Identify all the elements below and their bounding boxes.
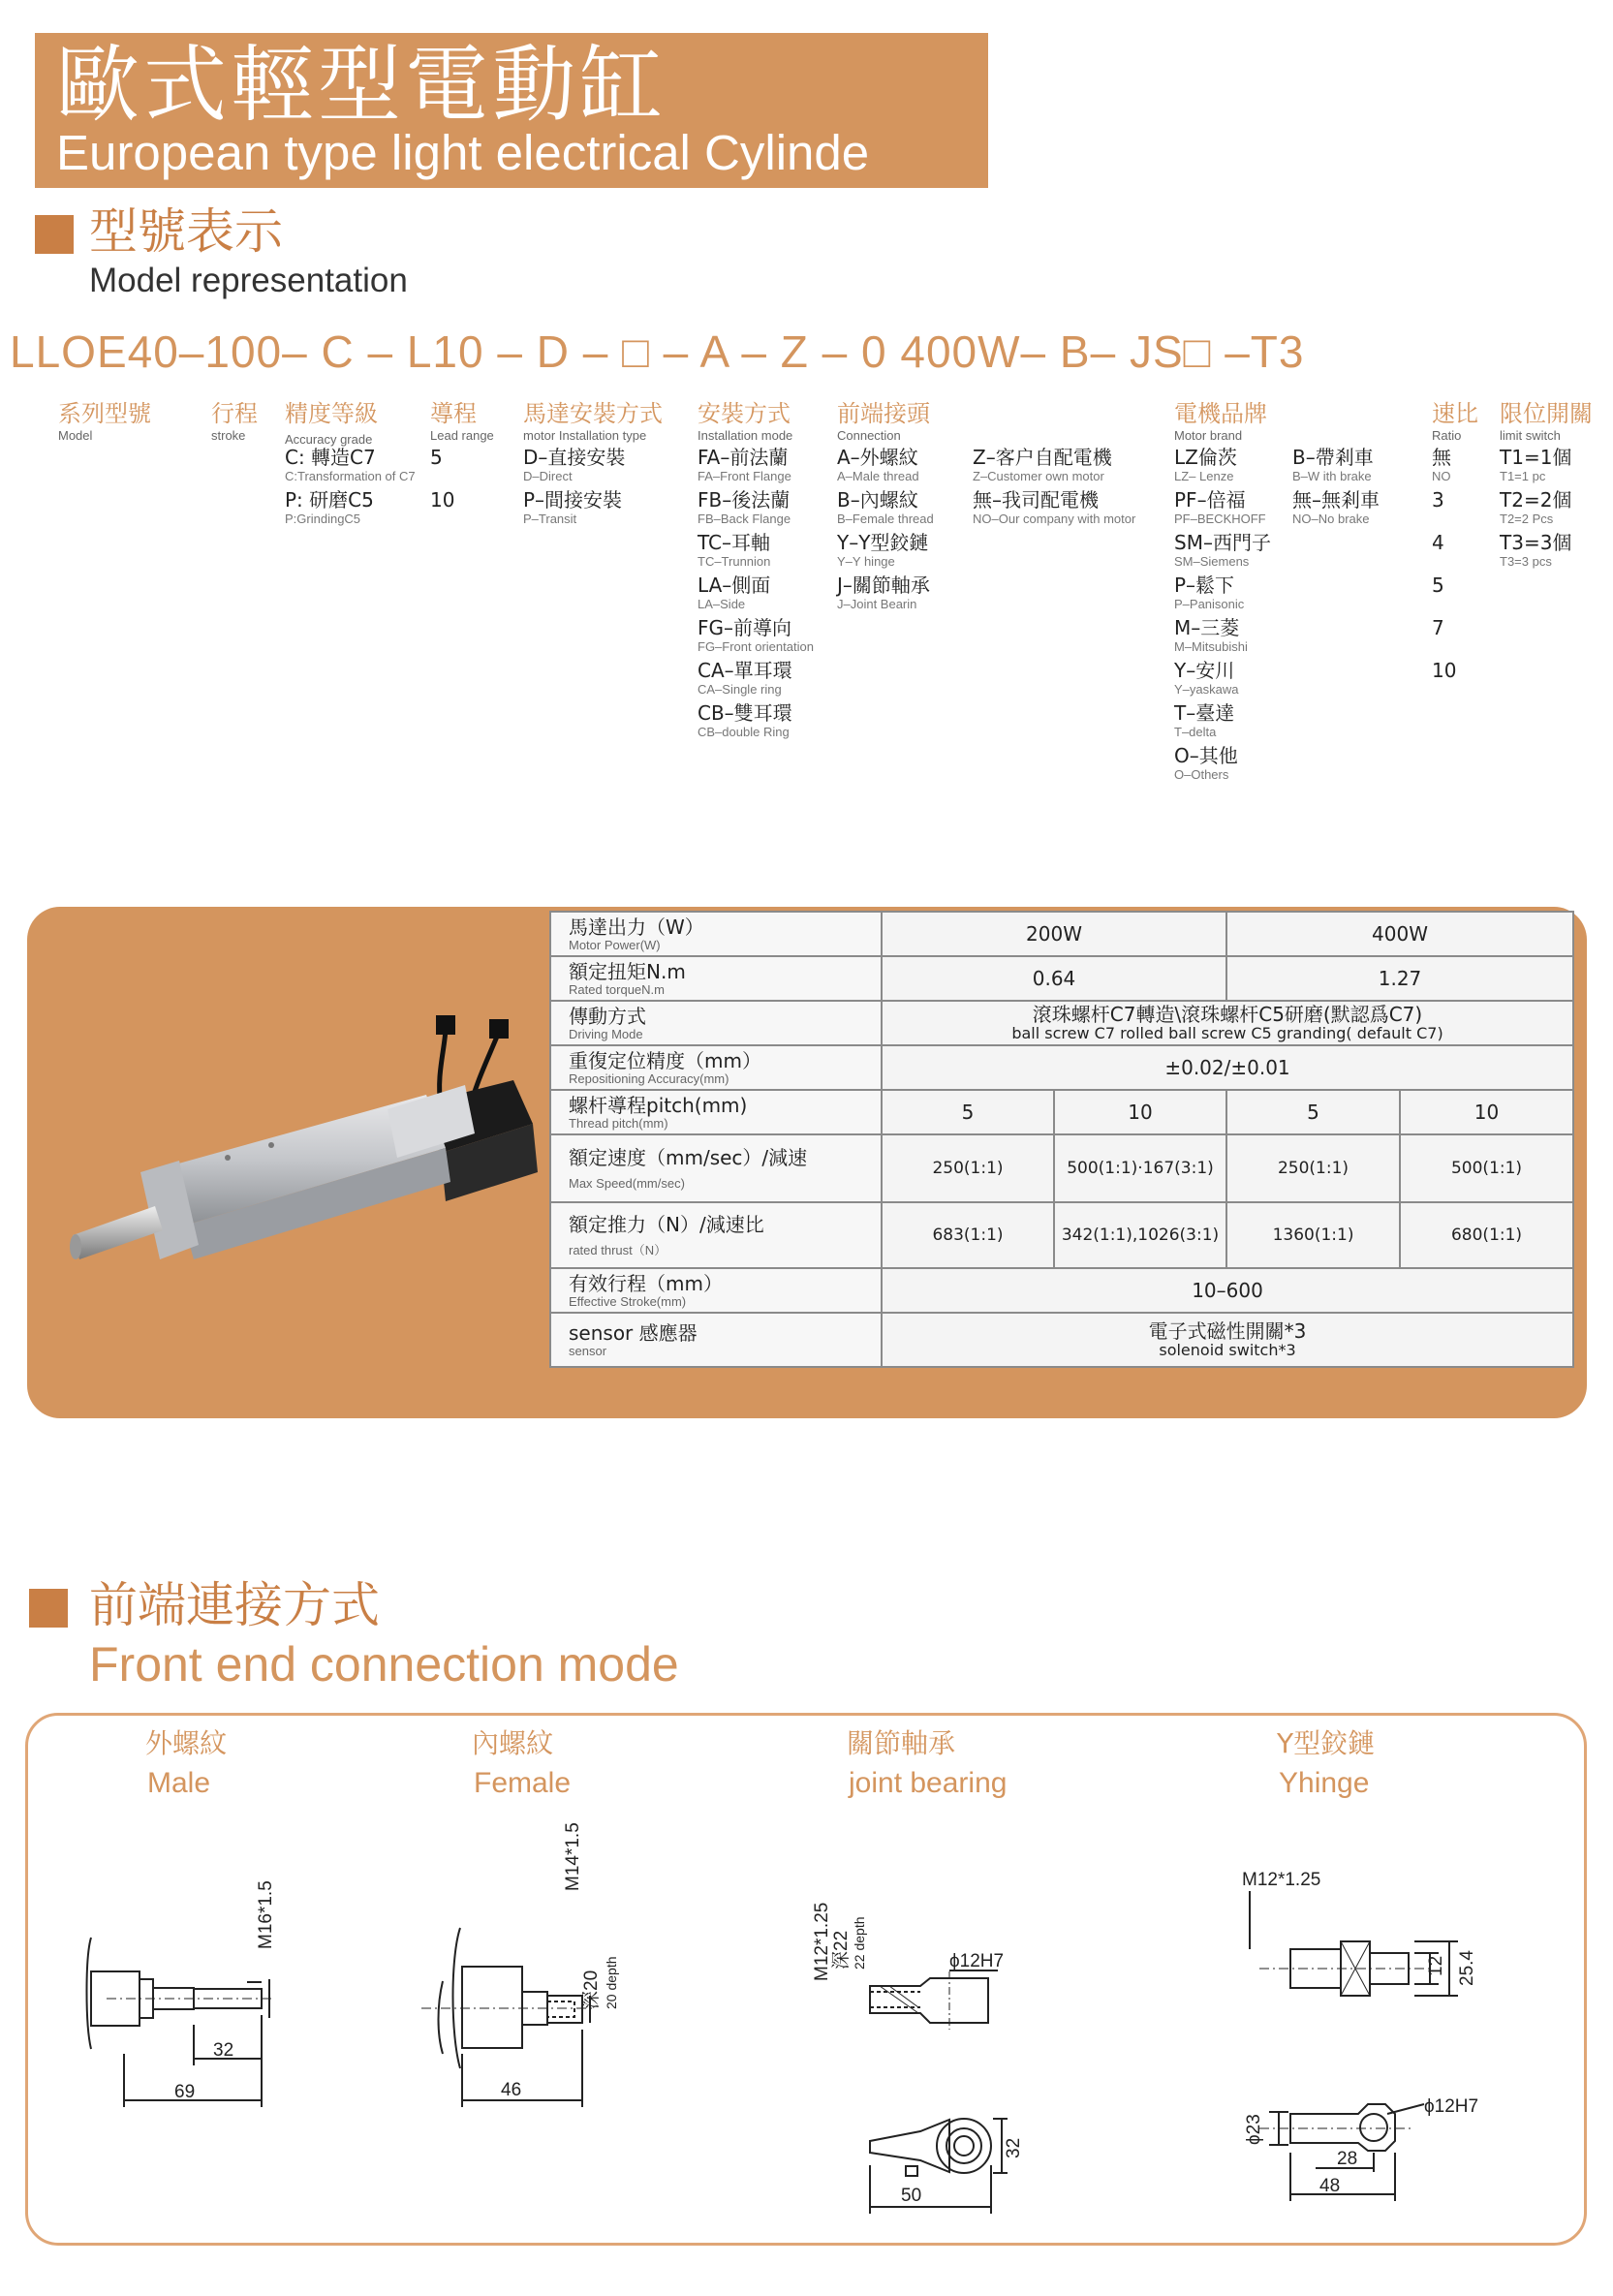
table-cell: 500(1:1) <box>1400 1134 1573 1202</box>
row-label: 馬達出力（W） Motor Power(W) <box>550 912 882 956</box>
option-item-en: LZ– Lenze <box>1174 469 1234 483</box>
conn-label-en: Male <box>147 1767 211 1799</box>
table-cell: 250(1:1) <box>882 1134 1054 1202</box>
table-cell: 5 <box>1226 1090 1400 1134</box>
option-item: FB–後法蘭 <box>698 488 791 512</box>
table-cell: 10 <box>1054 1090 1226 1134</box>
option-item-en: PF–BECKHOFF <box>1174 512 1266 526</box>
option-item-en: Z–Customer own motor <box>973 469 1104 483</box>
option-item-en: CA–Single ring <box>698 682 782 697</box>
option-item-en: M–Mitsubishi <box>1174 639 1248 654</box>
joint-bearing-drawing <box>804 1870 1027 2218</box>
option-item-en: CB–double Ring <box>698 725 790 739</box>
option-item-en: T2=2 Pcs <box>1500 512 1554 526</box>
svg-text:深20: 深20 <box>581 1970 602 2009</box>
column-heading-en: Lead range <box>430 428 494 443</box>
svg-text:ϕ12H7: ϕ12H7 <box>1424 2096 1479 2117</box>
option-item: 7 <box>1432 616 1444 639</box>
option-item: 5 <box>430 446 443 469</box>
conn-label-zh: Y型鉸鏈 <box>1277 1727 1376 1759</box>
option-item: LZ倫茨 <box>1174 446 1237 469</box>
svg-text:22 depth: 22 depth <box>852 1916 867 1970</box>
conn-label-zh: 關節軸承 <box>847 1727 956 1759</box>
row-label: 額定扭矩N.m Rated torqueN.m <box>550 956 882 1001</box>
table-cell: ±0.02/±0.01 <box>882 1045 1573 1090</box>
option-item: P–鬆下 <box>1174 574 1235 597</box>
column-heading: 行程 <box>211 400 258 427</box>
column-heading-en: Ratio <box>1432 428 1462 443</box>
table-cell: 200W <box>882 912 1226 956</box>
svg-text:48: 48 <box>1319 2176 1341 2196</box>
table-cell: 1360(1:1) <box>1226 1202 1400 1268</box>
option-item: 5 <box>1432 574 1444 597</box>
option-item: C: 轉造C7 <box>285 446 376 469</box>
table-row <box>550 1202 1573 1268</box>
option-item: P: 研磨C5 <box>285 488 374 512</box>
option-item: T1=1個 <box>1500 446 1572 469</box>
option-item-en: NO–No brake <box>1292 512 1370 526</box>
option-item-en: T–delta <box>1174 725 1217 739</box>
option-item-en: T3=3 pcs <box>1500 554 1552 569</box>
option-item: 3 <box>1432 488 1444 512</box>
section-marker <box>35 215 74 254</box>
model-section-title-en: Model representation <box>89 262 408 299</box>
option-item: D–直接安裝 <box>523 446 626 469</box>
table-cell: 250(1:1) <box>1226 1134 1400 1202</box>
table-row <box>550 1313 1573 1367</box>
option-item: T2=2個 <box>1500 488 1572 512</box>
option-item-en: Y–Y hinge <box>837 554 895 569</box>
option-item: 無–無剎車 <box>1292 488 1380 512</box>
table-cell: 1.27 <box>1226 956 1573 1001</box>
column-heading: 導程 <box>430 400 477 427</box>
option-item: 10 <box>430 488 455 512</box>
option-item-en: P:GrindingC5 <box>285 512 361 526</box>
option-item: M–三菱 <box>1174 616 1240 639</box>
option-item-en: NO <box>1432 469 1451 483</box>
option-item-en: P–Transit <box>523 512 577 526</box>
column-heading: 精度等級 <box>285 400 378 427</box>
conn-section-title-zh: 前端連接方式 <box>89 1577 380 1633</box>
option-item: J–關節軸承 <box>837 574 930 597</box>
table-cell: 0.64 <box>882 956 1226 1001</box>
svg-text:50: 50 <box>901 2186 922 2206</box>
option-item: Y–安川 <box>1174 659 1235 682</box>
table-row <box>550 1090 1573 1134</box>
option-item-en: FG–Front orientation <box>698 639 814 654</box>
option-item-en: A–Male thread <box>837 469 919 483</box>
table-row <box>550 1045 1573 1090</box>
column-heading-en: motor Installation type <box>523 428 647 443</box>
option-item-en: FB–Back Flange <box>698 512 791 526</box>
table-cell: 滾珠螺杆C7轉造\滾珠螺杆C5研磨(默認爲C7) ball screw C7 rolled ball screw C5 granding( default C7) <box>882 1001 1573 1045</box>
option-item: 10 <box>1432 659 1457 682</box>
option-item: SM–西門子 <box>1174 531 1271 554</box>
svg-text:M12*1.25: M12*1.25 <box>812 1902 832 1981</box>
option-item-en: D–Direct <box>523 469 573 483</box>
column-heading: 電機品牌 <box>1174 400 1267 427</box>
model-code: LLOE40–100– C – L10 – D – □ – A – Z – 0 400W– B– JS□ –T3 <box>10 326 1305 377</box>
option-item: CA–單耳環 <box>698 659 792 682</box>
option-item: 無–我司配電機 <box>973 488 1099 512</box>
option-item: Z–客户自配電機 <box>973 446 1112 469</box>
table-row <box>550 912 1573 956</box>
option-item-en: Y–yaskawa <box>1174 682 1239 697</box>
svg-text:32: 32 <box>213 2040 234 2061</box>
option-item: FG–前導向 <box>698 616 792 639</box>
option-item: B–內螺紋 <box>837 488 918 512</box>
column-heading: 前端接頭 <box>837 400 930 427</box>
column-heading-en: limit switch <box>1500 428 1561 443</box>
conn-label-en: Yhinge <box>1279 1767 1370 1799</box>
option-item: PF–倍福 <box>1174 488 1246 512</box>
svg-text:M14*1.5: M14*1.5 <box>563 1822 583 1891</box>
row-label: 螺杆導程pitch(mm) Thread pitch(mm) <box>550 1090 882 1134</box>
page-title-zh: 歐式輕型電動缸 <box>56 37 667 134</box>
option-item: TC–耳軸 <box>698 531 771 554</box>
option-item: 無 <box>1432 446 1451 469</box>
option-item-en: C:Transformation of C7 <box>285 469 416 483</box>
option-item-en: LA–Side <box>698 597 746 611</box>
option-item-en: O–Others <box>1174 767 1229 782</box>
table-row <box>550 1001 1573 1045</box>
conn-label-zh: 外螺紋 <box>145 1727 228 1759</box>
table-row <box>550 956 1573 1001</box>
column-heading: 馬達安裝方式 <box>523 400 663 427</box>
option-item-en: NO–Our company with motor <box>973 512 1136 526</box>
svg-text:32: 32 <box>1004 2137 1024 2158</box>
option-item-en: FA–Front Flange <box>698 469 791 483</box>
column-heading-en: stroke <box>211 428 246 443</box>
option-item: LA–側面 <box>698 574 771 597</box>
male-thread-drawing <box>78 1879 291 2112</box>
row-label: 有效行程（mm） Effective Stroke(mm) <box>550 1268 882 1313</box>
row-label: 傳動方式 Driving Mode <box>550 1001 882 1045</box>
option-item-en: J–Joint Bearin <box>837 597 917 611</box>
column-heading: 限位開關 <box>1500 400 1593 427</box>
conn-label-zh: 內螺紋 <box>472 1727 554 1759</box>
table-cell: 400W <box>1226 912 1573 956</box>
table-cell: 電子式磁性開關*3 solenoid switch*3 <box>882 1313 1573 1367</box>
option-item: Y–Y型鉸鏈 <box>837 531 929 554</box>
column-heading-en: Motor brand <box>1174 428 1243 443</box>
svg-text:69: 69 <box>174 2082 196 2102</box>
page-title-en: European type light electrical Cylinde <box>56 125 870 180</box>
svg-text:20 depth: 20 depth <box>604 1956 619 2009</box>
conn-label-en: Female <box>474 1767 572 1799</box>
table-cell: 10–600 <box>882 1268 1573 1313</box>
table-cell: 5 <box>882 1090 1054 1134</box>
column-heading-en: Accuracy grade <box>285 432 373 447</box>
option-item-en: SM–Siemens <box>1174 554 1250 569</box>
column-heading: 安裝方式 <box>698 400 791 427</box>
option-item: A–外螺紋 <box>837 446 918 469</box>
table-cell: 683(1:1) <box>882 1202 1054 1268</box>
column-heading-en: Installation mode <box>698 428 793 443</box>
option-item-en: T1=1 pc <box>1500 469 1546 483</box>
model-section-title-zh: 型號表示 <box>89 203 283 260</box>
column-heading-en: Connection <box>837 428 901 443</box>
row-label: 額定速度（mm/sec）/減速 Max Speed(mm/sec) <box>550 1134 882 1202</box>
svg-text:ϕ23: ϕ23 <box>1244 2114 1264 2145</box>
conn-label-en: joint bearing <box>849 1767 1008 1799</box>
column-heading-en: Model <box>58 428 93 443</box>
table-row <box>550 1134 1573 1202</box>
table-cell: 10 <box>1400 1090 1573 1134</box>
option-item: P–間接安裝 <box>523 488 623 512</box>
svg-text:46: 46 <box>501 2080 522 2100</box>
female-depth-label <box>574 1908 622 2015</box>
row-label: sensor 感應器 sensor <box>550 1313 882 1367</box>
svg-text:28: 28 <box>1337 2149 1358 2169</box>
column-heading: 系列型號 <box>58 400 151 427</box>
y-hinge-drawing <box>1230 1862 1482 2211</box>
conn-section-title-en: Front end connection mode <box>89 1637 679 1691</box>
option-item: FA–前法蘭 <box>698 446 789 469</box>
table-row <box>550 1268 1573 1313</box>
svg-text:ϕ12H7: ϕ12H7 <box>949 1951 1005 1971</box>
electric-cylinder-image <box>58 988 552 1298</box>
svg-text:25.4: 25.4 <box>1457 1950 1477 1986</box>
row-label: 額定推力（N）/減速比 rated thrust（N） <box>550 1202 882 1268</box>
option-item: B–帶剎車 <box>1292 446 1374 469</box>
option-item: 4 <box>1432 531 1444 554</box>
section-marker <box>29 1589 68 1628</box>
spec-table <box>549 911 1574 1368</box>
table-cell: 680(1:1) <box>1400 1202 1573 1268</box>
option-item-en: P–Panisonic <box>1174 597 1245 611</box>
option-item: T3=3個 <box>1500 531 1572 554</box>
option-item-en: B–Female thread <box>837 512 934 526</box>
option-item-en: TC–Trunnion <box>698 554 771 569</box>
option-item: T–臺達 <box>1174 701 1235 725</box>
svg-text:M16*1.5: M16*1.5 <box>256 1880 276 1949</box>
svg-text:M12*1.25: M12*1.25 <box>1242 1870 1321 1890</box>
svg-text:深22: 深22 <box>831 1930 852 1970</box>
option-item-en: B–W ith brake <box>1292 469 1372 483</box>
option-item: CB–雙耳環 <box>698 701 792 725</box>
column-heading: 速比 <box>1432 400 1478 427</box>
svg-text:12: 12 <box>1426 1955 1446 1976</box>
row-label: 重復定位精度（mm） Repositioning Accuracy(mm) <box>550 1045 882 1090</box>
table-cell: 342(1:1),1026(3:1) <box>1054 1202 1226 1268</box>
option-item: O–其他 <box>1174 744 1238 767</box>
table-cell: 500(1:1)·167(3:1) <box>1054 1134 1226 1202</box>
